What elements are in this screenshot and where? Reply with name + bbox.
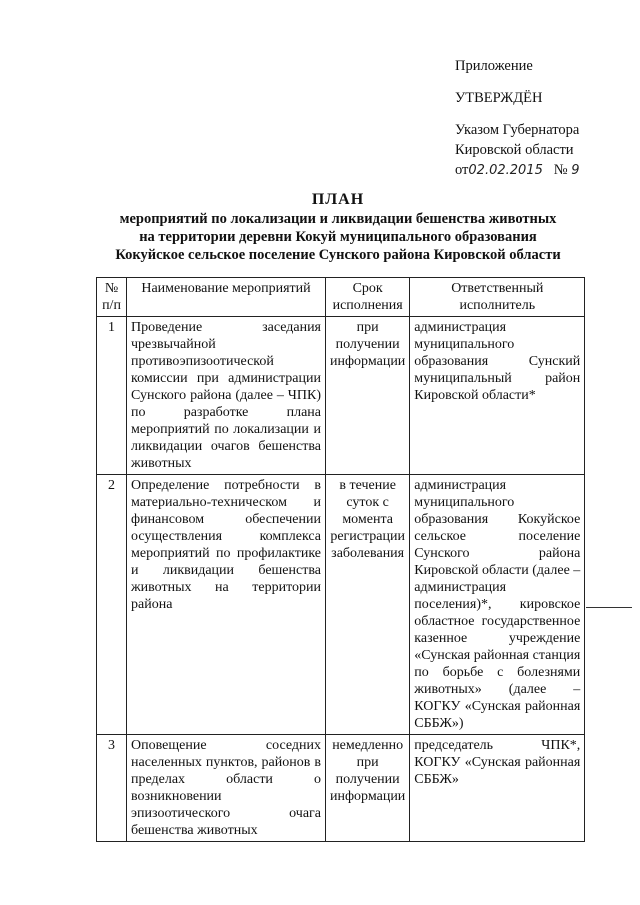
header-activity: Наименование мероприятий [127, 278, 326, 317]
approved-label: УТВЕРЖДЁН [455, 90, 543, 106]
approval-block [455, 56, 579, 181]
header-responsible: Ответственный исполнитель [410, 278, 585, 317]
title-heading: ПЛАН [311, 191, 365, 208]
margin-line [586, 607, 632, 608]
table-header-row [97, 278, 585, 317]
row-term: при получении информации [326, 317, 410, 475]
row-number: 3 [97, 735, 127, 842]
row-activity: Определение потребности в материально-техническом и финансовом обеспечении осуществления комплекса мероприятий по профилактике и ликвидации бешенства животных на территории района [127, 475, 326, 735]
row-number: 1 [97, 317, 127, 475]
row-term: немедленно при получении информации [326, 735, 410, 842]
document-title [88, 190, 588, 264]
decree-line-1: Указом Губернатора [455, 122, 580, 138]
handwritten-number: 9 [571, 163, 580, 178]
handwritten-date: 02.02.2015 [468, 163, 543, 178]
row-term: в течение суток с момента регистрации заболевания [326, 475, 410, 735]
date-prefix: от [455, 162, 469, 178]
table-row [97, 735, 585, 842]
header-number: № п/п [97, 278, 127, 317]
table-row [97, 475, 585, 735]
row-responsible: администрация муниципального образования Кокуйское сельское поселение Сунского района Кировской области (далее – администрация поселения)*, кировское областное государственное казенное учреждение «Сунская районная станция по борьбе с болезнями животных» (далее – КОГКУ «Сунская районная СББЖ») [410, 475, 585, 735]
row-number: 2 [97, 475, 127, 735]
number-prefix: № [553, 162, 568, 178]
row-activity: Проведение заседания чрезвычайной противоэпизоотической комиссии при администрации Сунского района (далее – ЧПК) по разработке плана мероприятий по локализации и ликвидации очагов бешенства животных [127, 317, 326, 475]
row-responsible: администрация муниципального образования Сунский муниципальный район Кировской области* [410, 317, 585, 475]
row-activity: Оповещение соседних населенных пунктов, районов в пределах области о возникновении эпизоотического очага бешенства животных [127, 735, 326, 842]
table-row [97, 317, 585, 475]
row-responsible: председатель ЧПК*, КОГКУ «Сунская районная СББЖ» [410, 735, 585, 842]
title-line-2: на территории деревни Кокуй муниципального образования [139, 229, 537, 245]
title-line-1: мероприятий по локализации и ликвидации бешенства животных [119, 211, 557, 227]
appendix-label: Приложение [455, 58, 533, 74]
plan-table [96, 277, 585, 842]
header-term: Срок исполнения [326, 278, 410, 317]
decree-date-number [455, 160, 579, 181]
decree-line-2: Кировской области [455, 142, 574, 158]
title-line-3: Кокуйское сельское поселение Сунского района Кировской области [115, 247, 561, 263]
